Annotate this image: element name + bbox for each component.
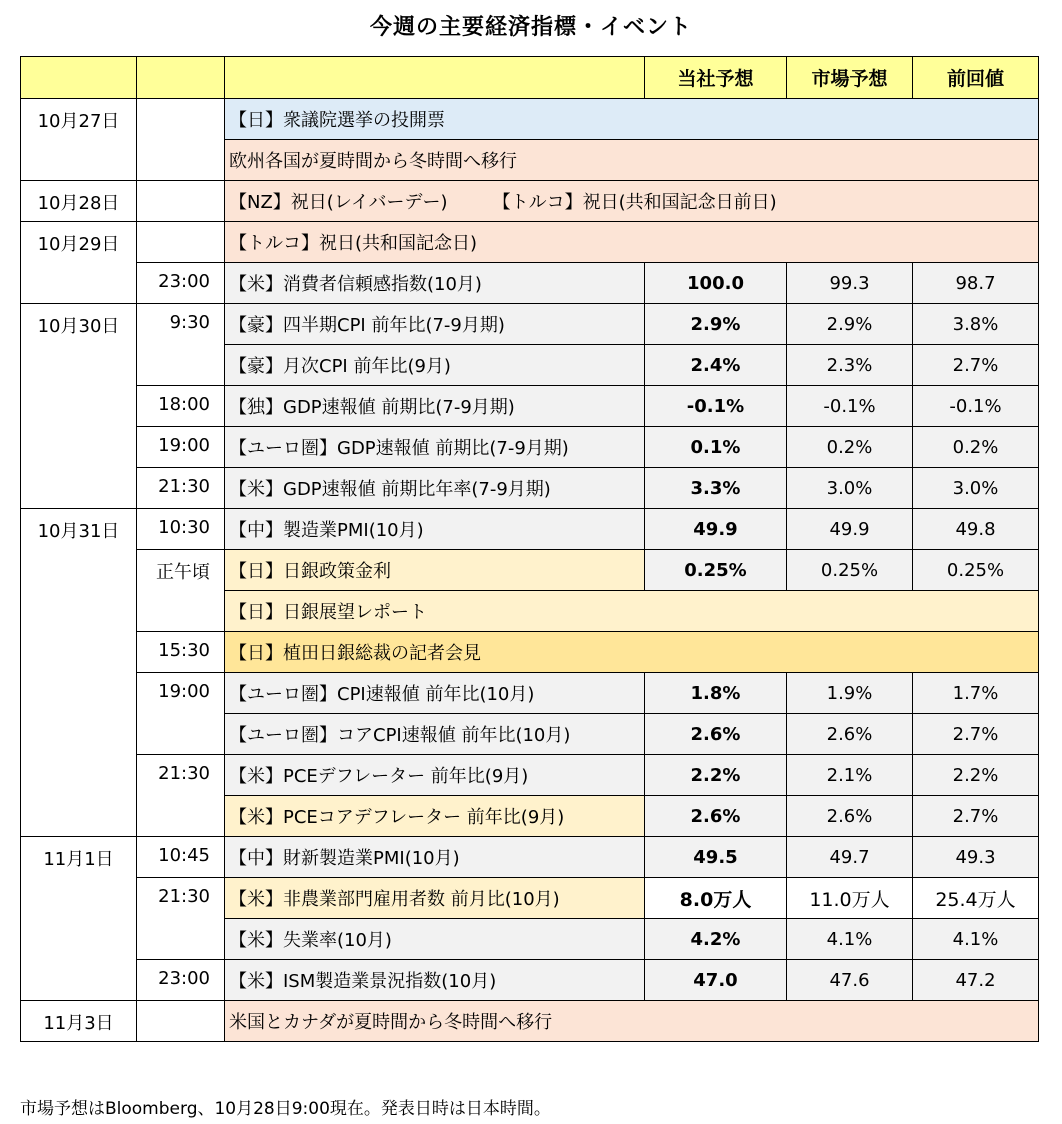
table-row — [21, 1001, 1039, 1042]
date-cell: 10月28日 — [21, 181, 137, 222]
table-row — [21, 673, 1039, 714]
time-cell — [137, 1001, 225, 1042]
market-cell: 2.9% — [787, 304, 913, 345]
table-row — [21, 632, 1039, 673]
time-cell: 10:30 — [137, 509, 225, 550]
market-cell: 11.0万人 — [787, 878, 913, 919]
table-row — [21, 878, 1039, 919]
time-cell — [137, 99, 225, 181]
market-cell: 0.2% — [787, 427, 913, 468]
date-cell: 10月31日 — [21, 509, 137, 837]
event-cell: 【日】衆議院選挙の投開票 — [225, 99, 1039, 140]
table-row — [21, 550, 1039, 591]
table-row — [21, 304, 1039, 345]
forecast-cell: 49.9 — [645, 509, 787, 550]
time-cell — [137, 222, 225, 263]
previous-cell: 49.3 — [913, 837, 1039, 878]
event-cell: 【ユーロ圏】CPI速報値 前年比(10月) — [225, 673, 645, 714]
header-market: 市場予想 — [787, 57, 913, 99]
forecast-cell: 3.3% — [645, 468, 787, 509]
market-cell: 2.6% — [787, 796, 913, 837]
date-cell: 10月30日 — [21, 304, 137, 509]
market-cell: 1.9% — [787, 673, 913, 714]
event-cell: 【日】日銀展望レポート — [225, 591, 1039, 632]
event-cell: 【NZ】祝日(レイバーデー) 【トルコ】祝日(共和国記念日前日) — [225, 181, 1039, 222]
event-cell: 【米】非農業部門雇用者数 前月比(10月) — [225, 878, 645, 919]
forecast-cell: 4.2% — [645, 919, 787, 960]
forecast-cell: 8.0万人 — [645, 878, 787, 919]
header-date — [21, 57, 137, 99]
event-cell: 【独】GDP速報値 前期比(7-9月期) — [225, 386, 645, 427]
event-cell: 【中】製造業PMI(10月) — [225, 509, 645, 550]
previous-cell: 25.4万人 — [913, 878, 1039, 919]
event-cell: 【豪】月次CPI 前年比(9月) — [225, 345, 645, 386]
market-cell: 2.1% — [787, 755, 913, 796]
time-cell: 9:30 — [137, 304, 225, 386]
date-cell: 10月27日 — [21, 99, 137, 181]
table-row — [21, 427, 1039, 468]
market-cell: -0.1% — [787, 386, 913, 427]
table-row — [21, 960, 1039, 1001]
previous-cell: 3.0% — [913, 468, 1039, 509]
header-row — [21, 57, 1039, 99]
time-cell: 18:00 — [137, 386, 225, 427]
event-cell: 欧州各国が夏時間から冬時間へ移行 — [225, 140, 1039, 181]
header-forecast: 当社予想 — [645, 57, 787, 99]
event-cell: 【中】財新製造業PMI(10月) — [225, 837, 645, 878]
market-cell: 2.6% — [787, 714, 913, 755]
forecast-cell: 2.9% — [645, 304, 787, 345]
event-cell: 【トルコ】祝日(共和国記念日) — [225, 222, 1039, 263]
forecast-cell: 1.8% — [645, 673, 787, 714]
previous-cell: 2.7% — [913, 714, 1039, 755]
event-cell: 【日】日銀政策金利 — [225, 550, 645, 591]
market-cell: 49.9 — [787, 509, 913, 550]
event-cell: 【米】失業率(10月) — [225, 919, 645, 960]
table-row — [21, 222, 1039, 263]
market-cell: 2.3% — [787, 345, 913, 386]
forecast-cell: 2.2% — [645, 755, 787, 796]
table-row — [21, 99, 1039, 140]
previous-cell: 0.2% — [913, 427, 1039, 468]
forecast-cell: 2.4% — [645, 345, 787, 386]
economic-calendar-table — [20, 56, 1039, 1042]
previous-cell: 2.2% — [913, 755, 1039, 796]
forecast-cell: 49.5 — [645, 837, 787, 878]
previous-cell: 49.8 — [913, 509, 1039, 550]
date-cell: 11月3日 — [21, 1001, 137, 1042]
time-cell: 21:30 — [137, 755, 225, 837]
event-cell: 米国とカナダが夏時間から冬時間へ移行 — [225, 1001, 1039, 1042]
event-cell: 【米】PCEコアデフレーター 前年比(9月) — [225, 796, 645, 837]
forecast-cell: 0.1% — [645, 427, 787, 468]
page-title: 今週の主要経済指標・イベント — [369, 15, 692, 40]
time-cell: 21:30 — [137, 878, 225, 960]
market-cell: 4.1% — [787, 919, 913, 960]
footnote: 市場予想はBloomberg、10月28日9:00現在。発表日時は日本時間。 — [20, 1099, 551, 1119]
time-cell: 10:45 — [137, 837, 225, 878]
market-cell: 0.25% — [787, 550, 913, 591]
time-cell: 21:30 — [137, 468, 225, 509]
previous-cell: 47.2 — [913, 960, 1039, 1001]
forecast-cell: 2.6% — [645, 714, 787, 755]
date-cell: 11月1日 — [21, 837, 137, 1001]
forecast-cell: -0.1% — [645, 386, 787, 427]
market-cell: 47.6 — [787, 960, 913, 1001]
previous-cell: 1.7% — [913, 673, 1039, 714]
previous-cell: 2.7% — [913, 796, 1039, 837]
time-cell: 正午頃 — [137, 550, 225, 632]
time-cell: 15:30 — [137, 632, 225, 673]
table-row — [21, 263, 1039, 304]
table-row — [21, 509, 1039, 550]
event-cell: 【米】消費者信頼感指数(10月) — [225, 263, 645, 304]
time-cell: 19:00 — [137, 427, 225, 468]
header-previous: 前回値 — [913, 57, 1039, 99]
previous-cell: 98.7 — [913, 263, 1039, 304]
time-cell: 19:00 — [137, 673, 225, 755]
header-event — [225, 57, 645, 99]
previous-cell: -0.1% — [913, 386, 1039, 427]
date-cell: 10月29日 — [21, 222, 137, 304]
forecast-cell: 47.0 — [645, 960, 787, 1001]
event-cell: 【米】GDP速報値 前期比年率(7-9月期) — [225, 468, 645, 509]
event-cell: 【豪】四半期CPI 前年比(7-9月期) — [225, 304, 645, 345]
event-cell: 【日】植田日銀総裁の記者会見 — [225, 632, 1039, 673]
forecast-cell: 2.6% — [645, 796, 787, 837]
event-cell: 【ユーロ圏】コアCPI速報値 前年比(10月) — [225, 714, 645, 755]
previous-cell: 3.8% — [913, 304, 1039, 345]
table-row — [21, 386, 1039, 427]
previous-cell: 4.1% — [913, 919, 1039, 960]
table-row — [21, 181, 1039, 222]
header-time — [137, 57, 225, 99]
previous-cell: 2.7% — [913, 345, 1039, 386]
time-cell: 23:00 — [137, 263, 225, 304]
market-cell: 99.3 — [787, 263, 913, 304]
event-cell: 【米】PCEデフレーター 前年比(9月) — [225, 755, 645, 796]
table-row — [21, 837, 1039, 878]
forecast-cell: 100.0 — [645, 263, 787, 304]
table-row — [21, 468, 1039, 509]
event-cell: 【ユーロ圏】GDP速報値 前期比(7-9月期) — [225, 427, 645, 468]
market-cell: 3.0% — [787, 468, 913, 509]
time-cell — [137, 181, 225, 222]
market-cell: 49.7 — [787, 837, 913, 878]
event-cell: 【米】ISM製造業景況指数(10月) — [225, 960, 645, 1001]
forecast-cell: 0.25% — [645, 550, 787, 591]
previous-cell: 0.25% — [913, 550, 1039, 591]
table-row — [21, 755, 1039, 796]
time-cell: 23:00 — [137, 960, 225, 1001]
